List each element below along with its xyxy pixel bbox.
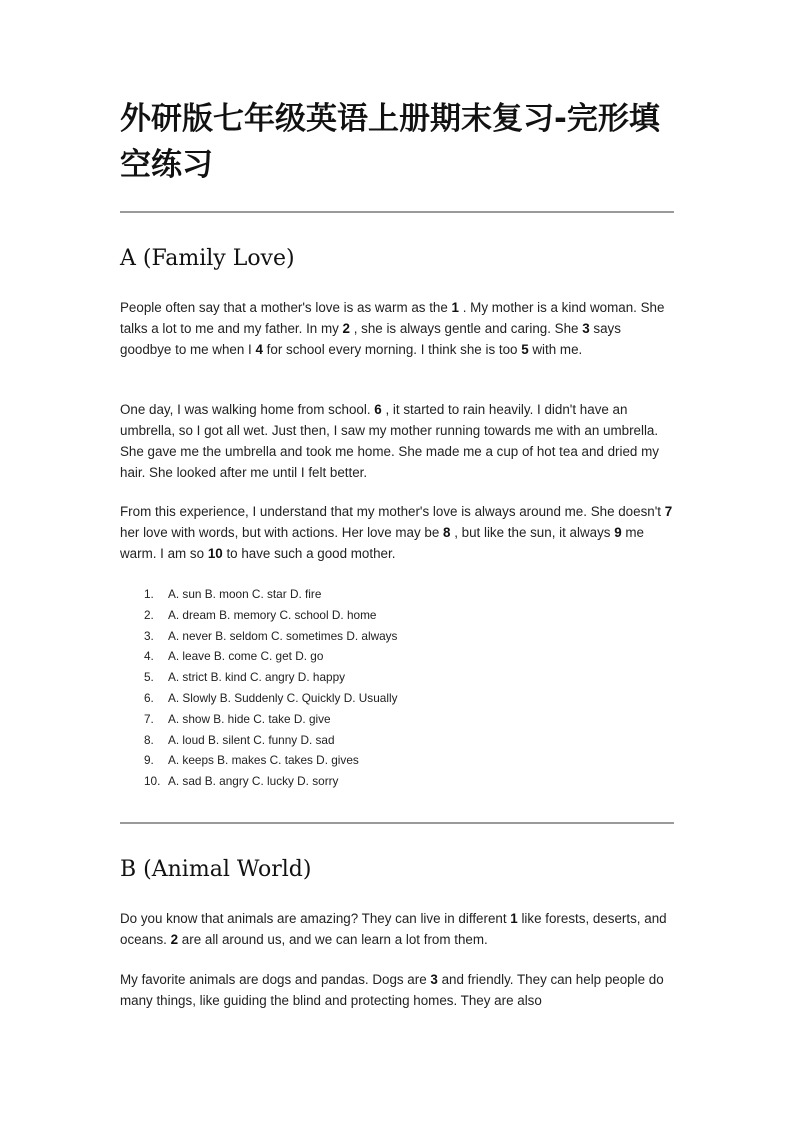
section-a-paragraph-2: One day, I was walking home from school. 6 , it started to rain heavily. I didn't have an umbrella, so I got all wet. Just then, I saw my mother running towards me with an umbrella. She gave me the umbrella and took me home. She made me a cup of hot tea and dried my hair. She looked after me until I felt better. [120, 402, 659, 480]
blank-number: 7 [664, 504, 673, 519]
option-item [144, 750, 397, 771]
divider-top [120, 211, 674, 213]
option-number: 6. [144, 690, 154, 705]
section-a-paragraph-1: People often say that a mother's love is as warm as the 1 . My mother is a kind woman. She talks a lot to me and my father. In my 2 , she is always gentle and caring. She 3 says goodbye to me when I 4 for school every morning. I think she is too 5 with me. [120, 300, 665, 357]
option-number: 3. [144, 628, 154, 643]
divider-middle [120, 822, 674, 824]
option-text: A. dream B. memory C. school D. home [168, 607, 377, 622]
blank-number: 10 [207, 546, 223, 561]
option-text: A. never B. seldom C. sometimes D. always [168, 628, 398, 643]
document-title: 外研版七年级英语上册期末复习-完形填空练习 [120, 101, 660, 183]
blank-number: 5 [521, 342, 529, 357]
option-item [144, 584, 397, 605]
section-b-heading: B (Animal World) [120, 857, 312, 882]
option-item [144, 646, 397, 667]
option-text: A. loud B. silent C. funny D. sad [168, 732, 335, 747]
blank-number: 2 [342, 321, 350, 336]
section-a-paragraph-3: From this experience, I understand that my mother's love is always around me. She doesn't 7 her love with words, but with actions. Her love may be 8 , but like the sun, it always 9 me warm. I am so 10 to have such a good mother. [120, 504, 673, 561]
option-item [144, 709, 397, 730]
option-item [144, 626, 397, 647]
option-number: 7. [144, 711, 154, 726]
option-number: 1. [144, 587, 154, 601]
option-item [144, 688, 397, 709]
blank-number: 9 [614, 525, 622, 540]
blank-number: 4 [255, 342, 263, 357]
option-item [144, 730, 397, 751]
option-text: A. Slowly B. Suddenly C. Quickly D. Usually [168, 690, 398, 705]
section-b-paragraph-2: My favorite animals are dogs and pandas. Dogs are 3 and friendly. They can help people do many things, like guiding the blind and protecting homes. They are also [120, 972, 664, 1008]
option-text: A. sad B. angry C. lucky D. sorry [168, 774, 339, 789]
blank-number: 3 [430, 972, 438, 987]
section-a-heading: A (Family Love) [120, 246, 295, 271]
option-item [144, 605, 397, 626]
blank-number: 1 [510, 911, 518, 926]
section-b-paragraph-1: Do you know that animals are amazing? They can live in different 1 like forests, deserts, and oceans. 2 are all around us, and we can learn a lot from them. [120, 911, 667, 947]
blank-number: 1 [451, 300, 459, 315]
section-a-options-list [144, 584, 397, 792]
option-text: A. keeps B. makes C. takes D. gives [168, 753, 359, 768]
option-number: 8. [144, 732, 154, 747]
option-text: A. show B. hide C. take D. give [168, 711, 331, 726]
option-text: A. leave B. come C. get D. go [168, 649, 324, 664]
option-number: 4. [144, 649, 154, 664]
blank-number: 2 [170, 932, 179, 947]
option-number: 2. [144, 607, 154, 622]
blank-number: 6 [374, 402, 382, 417]
option-number: 9. [144, 753, 154, 768]
option-text: A. strict B. kind C. angry D. happy [168, 670, 346, 685]
blank-number: 8 [443, 525, 451, 540]
option-number: 10. [144, 774, 161, 789]
option-text: A. sun B. moon C. star D. fire [168, 587, 322, 601]
blank-number: 3 [582, 321, 590, 336]
option-number: 5. [144, 670, 154, 685]
option-item [144, 667, 397, 688]
option-item [144, 771, 397, 792]
